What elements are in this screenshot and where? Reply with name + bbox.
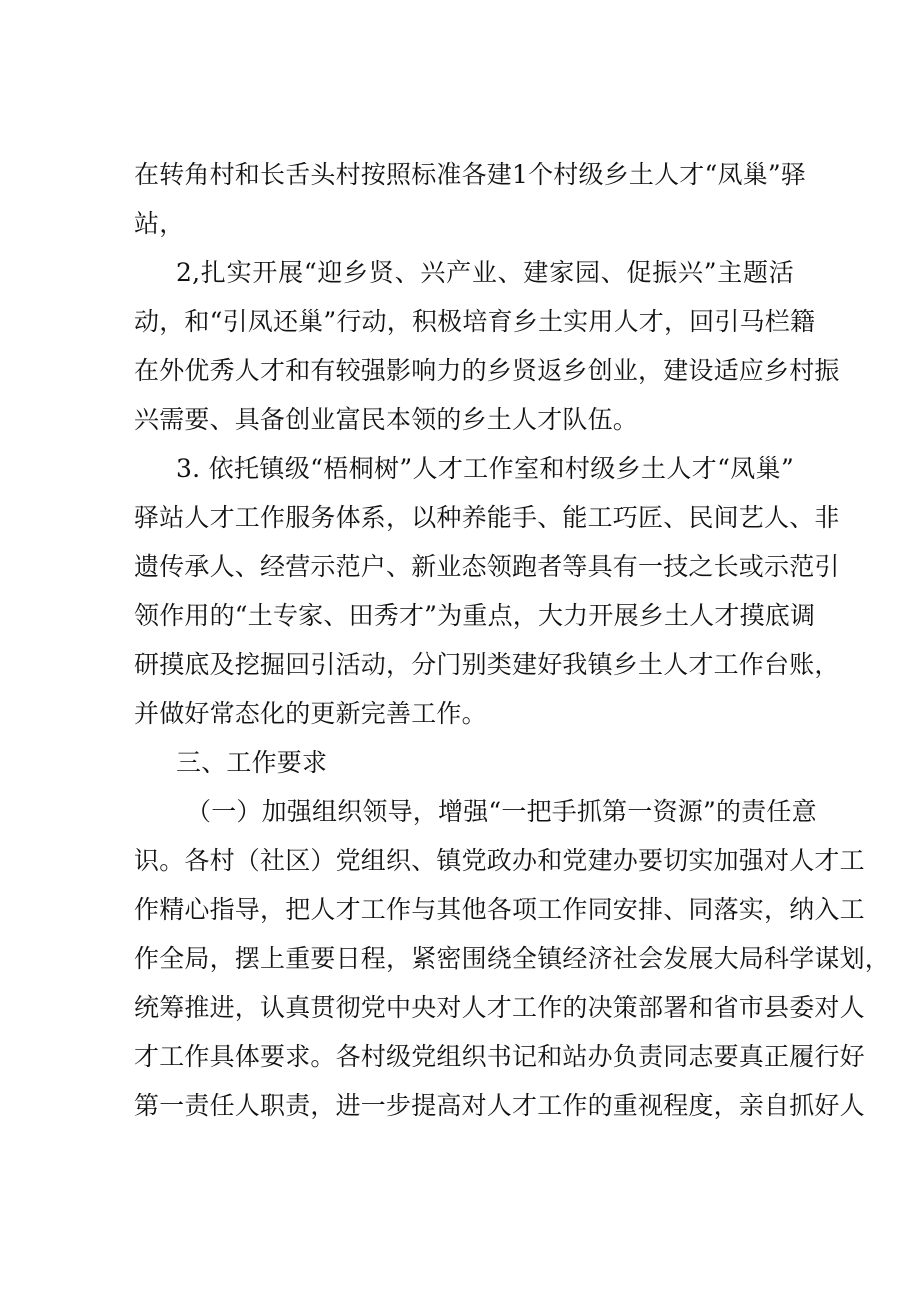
text-line-9: 遗传承人、经营示范户、新业态领跑者等具有一技之长或示范引 [134, 552, 840, 581]
text-line-8: 驿站人才工作服务体系，以种养能手、能工巧匠、民间艺人、非 [134, 503, 840, 532]
section-heading: 三、工作要求 [176, 748, 328, 777]
text-line-12: 并做好常态化的更新完善工作。 [134, 699, 487, 728]
text-line-11: 研摸底及挖掘回引活动，分门别类建好我镇乡土人才工作台账， [134, 650, 840, 679]
text-line-14: （一）加强组织领导，增强“一把手抓第一资源”的责任意 [186, 797, 817, 826]
text-line-6: 兴需要、具备创业富民本领的乡土人才队伍。 [134, 405, 639, 434]
text-line-15: 识。各村（社区）党组织、镇党政办和党建办要切实加强对人才工 [134, 846, 865, 875]
text-line-1: 在转角村和长舌头村按照标准各建1个村级乡土人才“凤巢”驿 [134, 160, 807, 189]
text-line-10: 领作用的“土专家、田秀才”为重点，大力开展乡土人才摸底调 [134, 601, 816, 630]
text-line-18: 统筹推进，认真贯彻党中央对人才工作的决策部署和省市县委对人 [134, 993, 865, 1022]
text-line-7: 3. 依托镇级“梧桐树”人才工作室和村级乡土人才“凤巢” [176, 454, 794, 483]
text-line-17: 作全局，摆上重要日程，紧密围绕全镇经济社会发展大局科学谋划， [134, 944, 891, 973]
text-line-19: 才工作具体要求。各村级党组织书记和站办负责同志要真正履行好 [134, 1042, 865, 1071]
text-line-2: 站， [134, 209, 185, 238]
text-line-5: 在外优秀人才和有较强影响力的乡贤返乡创业，建设适应乡村振 [134, 356, 840, 385]
text-line-3: 2,扎实开展“迎乡贤、兴产业、建家园、促振兴”主题活 [176, 258, 794, 287]
text-line-20: 第一责任人职责，进一步提高对人才工作的重视程度，亲自抓好人 [134, 1091, 865, 1120]
text-line-16: 作精心指导，把人才工作与其他各项工作同安排、同落实，纳入工 [134, 895, 865, 924]
text-line-4: 动，和“引凤还巢”行动，积极培育乡土实用人才，回引马栏籍 [134, 307, 816, 336]
